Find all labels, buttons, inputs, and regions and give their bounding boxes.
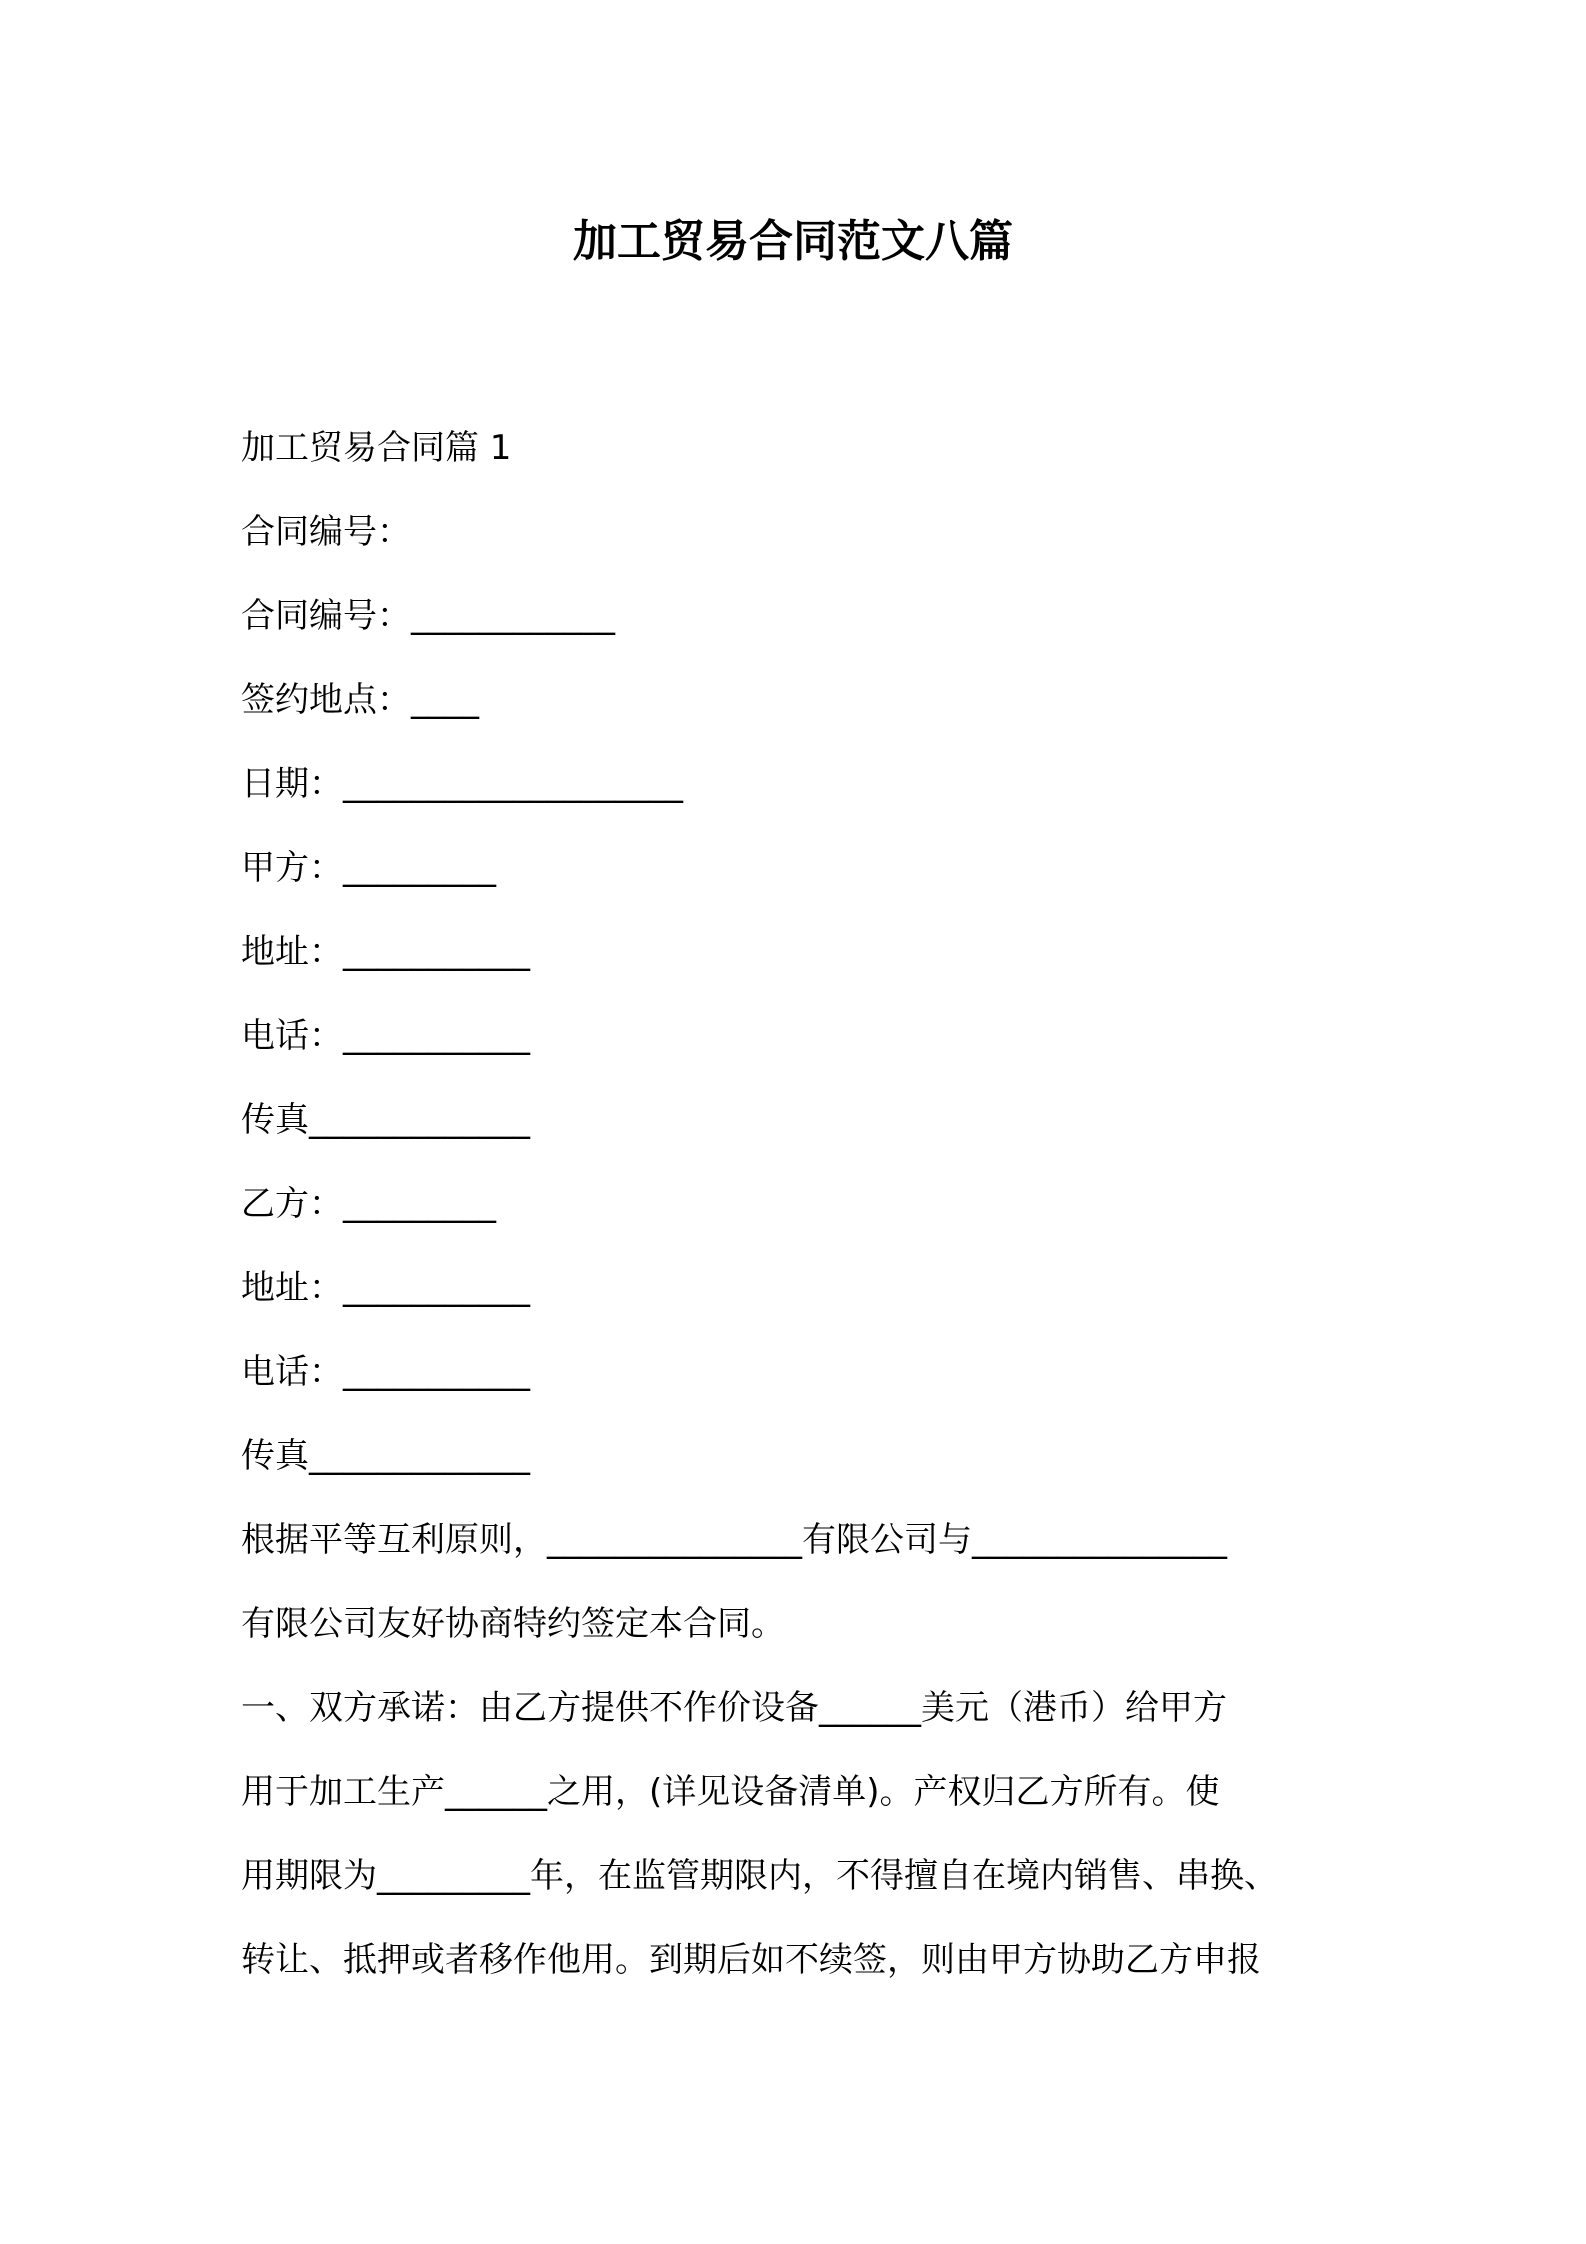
document-body	[241, 406, 1371, 2002]
contract-number-label: 合同编号：	[241, 512, 411, 552]
party-a-phone-field: 电话：___________	[241, 1016, 530, 1056]
party-b-field: 乙方：_________	[241, 1184, 496, 1224]
party-a-fax-field: 传真_____________	[241, 1100, 530, 1140]
paragraph-line: 有限公司友好协商特约签定本合同。	[241, 1604, 785, 1644]
party-b-phone-field: 电话：___________	[241, 1352, 530, 1392]
signing-place-field: 签约地点：____	[241, 680, 479, 720]
paragraph-line: 一、双方承诺：由乙方提供不作价设备______美元（港币）给甲方	[241, 1688, 1227, 1728]
party-b-fax-field: 传真_____________	[241, 1436, 530, 1476]
document-title: 加工贸易合同范文八篇	[573, 216, 1013, 267]
contract-number-field: 合同编号：____________	[241, 596, 615, 636]
paragraph-line: 转让、抵押或者移作他用。到期后如不续签，则由甲方协助乙方申报	[241, 1940, 1261, 1980]
date-field: 日期：____________________	[241, 764, 683, 804]
paragraph-line: 用期限为_________年，在监管期限内，不得擅自在境内销售、串换、	[241, 1856, 1278, 1896]
party-a-field: 甲方：_________	[241, 848, 496, 888]
party-a-address-field: 地址：___________	[241, 932, 530, 972]
paragraph-line: 用于加工生产______之用，(详见设备清单)。产权归乙方所有。使	[241, 1772, 1220, 1812]
party-b-address-field: 地址：___________	[241, 1268, 530, 1308]
paragraph-line: 根据平等互利原则，_______________有限公司与_______________	[241, 1520, 1227, 1560]
section-heading: 加工贸易合同篇 1	[241, 428, 512, 468]
